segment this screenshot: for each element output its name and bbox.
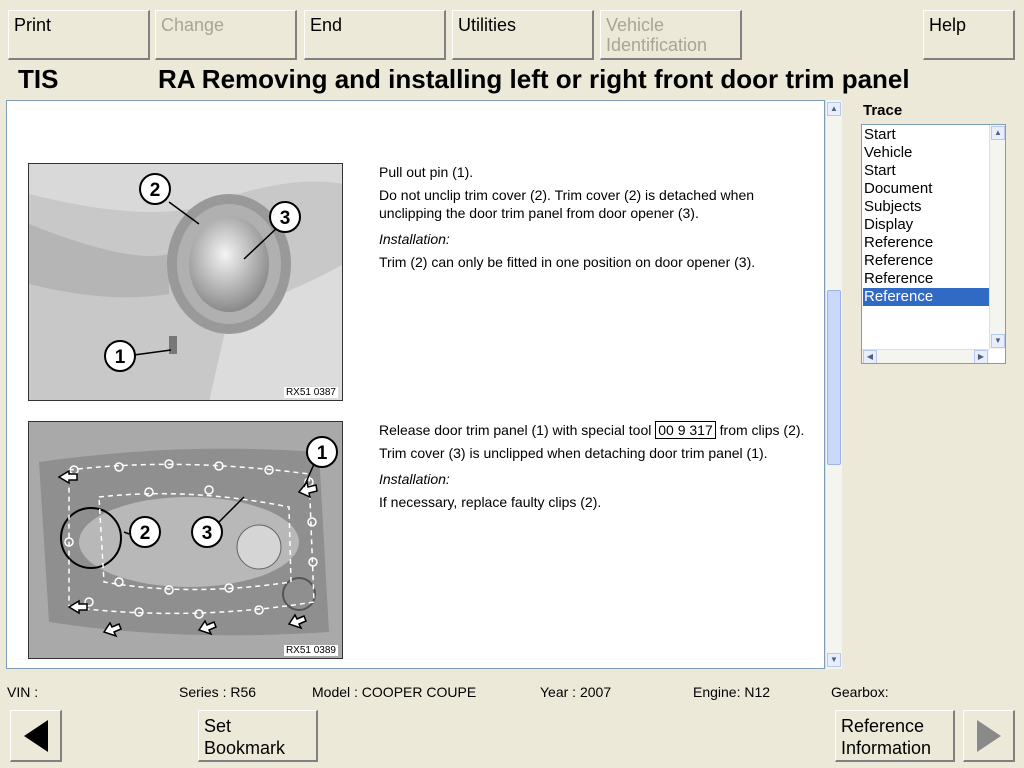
end-label: End <box>310 15 343 35</box>
section2-para-1 <box>379 421 809 439</box>
content-scrollbar[interactable] <box>825 100 842 669</box>
change-button[interactable] <box>155 10 297 60</box>
trace-item[interactable]: Reference <box>864 270 934 287</box>
special-tool-link[interactable]: 00 9 317 <box>655 421 716 439</box>
set-bookmark-label: Set Bookmark <box>204 716 286 758</box>
trace-scroll-left-icon[interactable]: ◀ <box>863 350 877 364</box>
vehicle-identification-label: Vehicle Identification <box>606 15 708 55</box>
section2-para-1-end: from clips (2). <box>719 422 805 438</box>
trace-scroll-right-icon[interactable]: ▶ <box>974 350 988 364</box>
trace-item[interactable]: Vehicle <box>864 144 913 161</box>
title-bar <box>0 62 1024 98</box>
vehicle-info-bar <box>0 678 1024 706</box>
document-content <box>6 100 825 669</box>
trace-item[interactable]: Reference <box>864 234 934 251</box>
figure2-callout-2: 2 <box>139 523 151 544</box>
figure1-callout-2: 2 <box>149 180 161 201</box>
scroll-down-icon[interactable]: ▼ <box>827 653 841 667</box>
section2-para-2: Trim cover (3) is unclipped when detaching door trim panel (1). <box>379 445 768 461</box>
trace-label: Trace <box>863 102 903 119</box>
back-arrow-icon <box>12 712 60 760</box>
help-label: Help <box>929 15 967 35</box>
content-scroll-thumb[interactable] <box>827 290 841 465</box>
reference-information-label: Reference Information <box>841 716 932 758</box>
trace-item[interactable]: Reference <box>863 288 989 306</box>
trace-item[interactable]: Reference <box>864 252 934 269</box>
figure2-caption: RX51 0389 <box>285 645 336 656</box>
figure2-callouts <box>29 422 343 659</box>
section1-para-1: Pull out pin (1). <box>379 164 474 180</box>
vehicle-identification-button[interactable] <box>600 10 742 60</box>
section2-installation-label: Installation: <box>379 471 450 487</box>
print-button[interactable] <box>8 10 150 60</box>
model-field: Model : COOPER COUPE <box>312 684 477 700</box>
gearbox-field: Gearbox: <box>831 684 889 700</box>
back-button[interactable] <box>10 710 62 762</box>
section1-installation-label: Installation: <box>379 231 450 247</box>
trace-item[interactable]: Subjects <box>864 198 922 215</box>
trace-item[interactable]: Start <box>864 162 896 179</box>
print-label: Print <box>14 15 52 35</box>
scroll-up-icon[interactable]: ▲ <box>827 102 841 116</box>
utilities-label: Utilities <box>458 15 517 35</box>
figure-door-opener <box>28 163 343 401</box>
figure2-callout-1: 1 <box>316 443 328 464</box>
help-button[interactable] <box>923 10 1015 60</box>
section2-para-1-start: Release door trim panel (1) with special tool <box>379 422 652 438</box>
forward-arrow-icon <box>965 712 1013 760</box>
forward-button[interactable] <box>963 710 1015 762</box>
section1-installation-text: Trim (2) can only be fitted in one position on door opener (3). <box>379 254 756 270</box>
trace-item[interactable]: Display <box>864 216 914 233</box>
app-name: TIS <box>18 64 59 94</box>
trace-item[interactable]: Start <box>864 126 896 143</box>
change-label: Change <box>161 15 225 35</box>
figure-door-trim-panel <box>28 421 343 659</box>
series-field: Series : R56 <box>179 684 257 700</box>
section1-para-2: Do not unclip trim cover (2). Trim cover (2) is detached when unclipping the door trim panel from door opener (3). <box>379 187 755 221</box>
trace-item[interactable]: Document <box>864 180 933 197</box>
figure1-caption: RX51 0387 <box>285 387 336 398</box>
year-field: Year : 2007 <box>540 684 612 700</box>
figure2-callout-3: 3 <box>201 523 213 544</box>
engine-field: Engine: N12 <box>693 684 771 700</box>
section2-text <box>379 421 809 516</box>
section2-installation-text: If necessary, replace faulty clips (2). <box>379 494 602 510</box>
trace-scroll-down-icon[interactable]: ▼ <box>991 334 1005 348</box>
trace-scrollbar[interactable] <box>989 125 1005 349</box>
figure1-callout-3: 3 <box>279 208 291 229</box>
vin-field: VIN : <box>7 684 39 700</box>
utilities-button[interactable] <box>452 10 594 60</box>
end-button[interactable] <box>304 10 446 60</box>
figure1-callout-1: 1 <box>114 347 126 368</box>
section1-text <box>379 163 809 276</box>
figure1-callouts <box>29 164 343 401</box>
reference-information-button[interactable] <box>835 710 955 762</box>
trace-list[interactable] <box>861 124 1006 364</box>
trace-hscrollbar[interactable] <box>862 349 989 364</box>
page-title: RA Removing and installing left or right front door trim panel <box>158 64 910 94</box>
set-bookmark-button[interactable] <box>198 710 318 762</box>
trace-scroll-up-icon[interactable]: ▲ <box>991 126 1005 140</box>
